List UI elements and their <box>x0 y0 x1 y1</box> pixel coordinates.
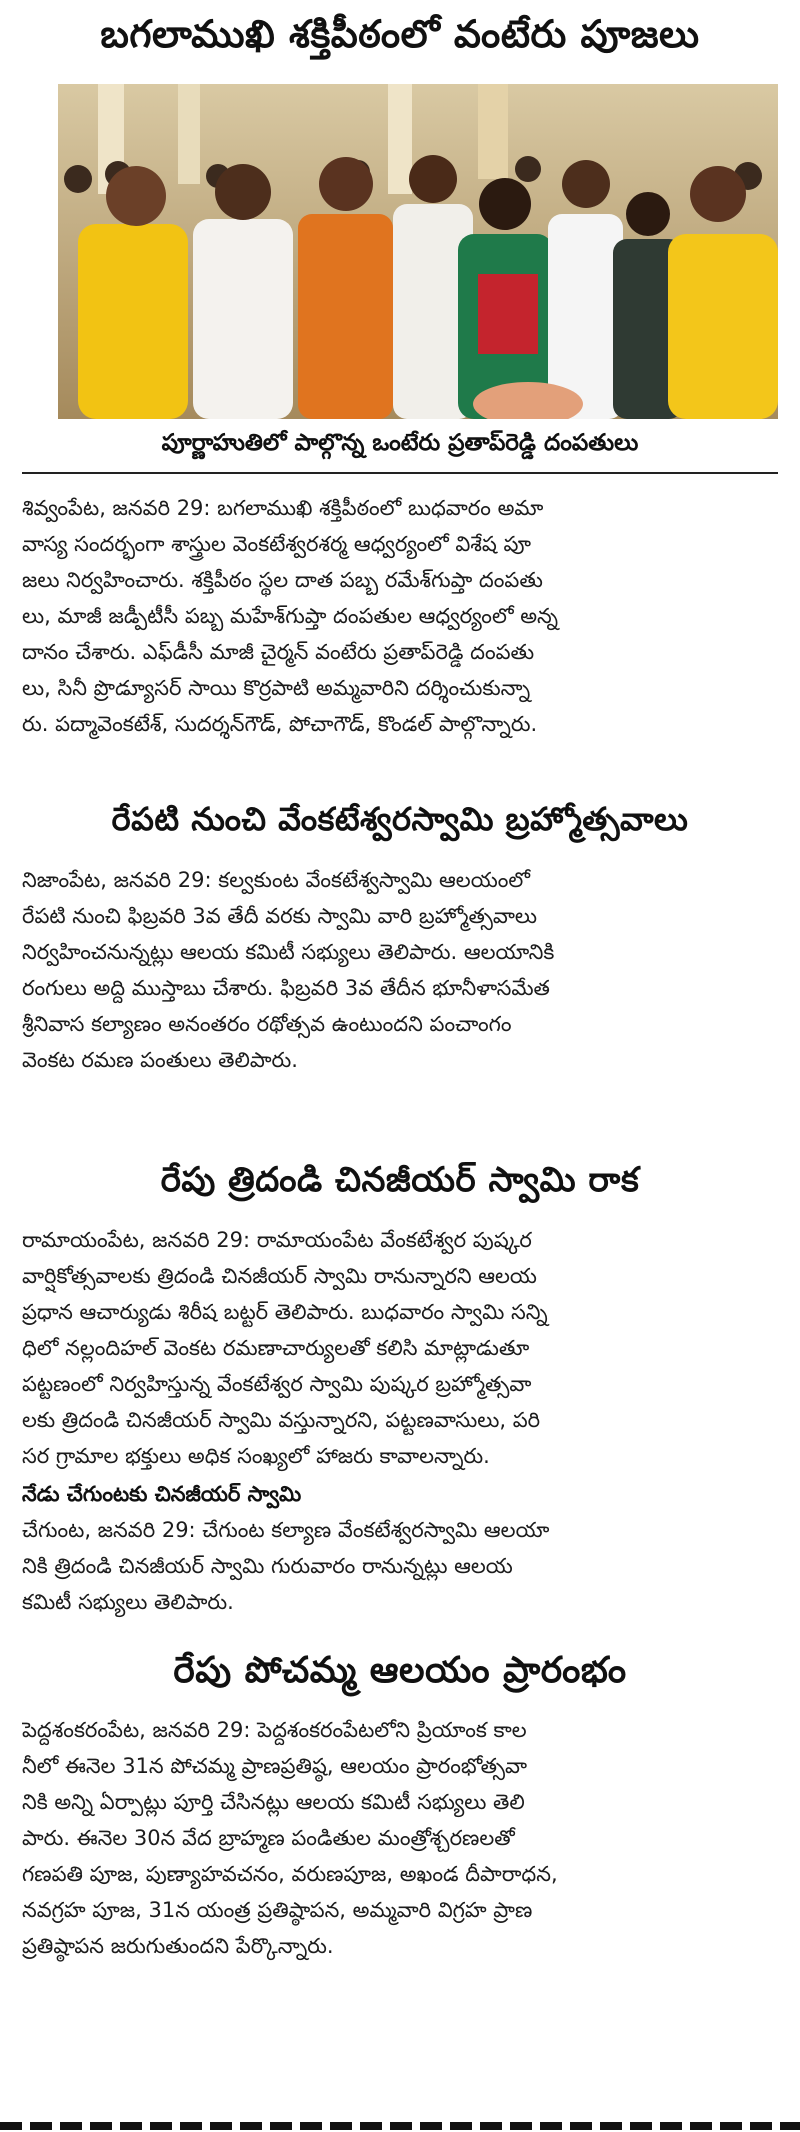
article2-line: నిజాంపేట, జనవరి 29: కల్వకుంట వేంకటేశ్వస్వామి ఆలయంలో <box>22 868 530 892</box>
article4-line: పారు. ఈనెల 30న వేద బ్రాహ్మణ పండితుల మంత్రోశ్చరణలతో <box>22 1826 515 1850</box>
article3-body <box>22 1222 782 1474</box>
article1-headline: బగలాముఖి శక్తిపీఠంలో వంటేరు పూజలు <box>100 12 700 56</box>
article1-line: వాస్య సందర్భంగా శాస్త్రుల వెంకటేశ్వరశర్మ ఆధ్వర్యంలో విశేష పూ <box>22 532 532 556</box>
article1-line: శివ్వంపేట, జనవరి 29: బగలాముఖి శక్తిపీఠంలో బుధవారం అమా <box>22 496 544 520</box>
article4-line: గణపతి పూజ, పుణ్యాహవచనం, వరుణపూజ, అఖండ దీపారాధన, <box>22 1862 558 1886</box>
article2-line: శ్రీనివాస కల్యాణం అనంతరం రథోత్సవ ఉంటుందని పంచాంగం <box>22 1012 512 1036</box>
article3-subheading: నేడు చేగుంటకు చినజీయర్ స్వామి <box>22 1482 302 1506</box>
article1-line: లు, సినీ ప్రొడ్యూసర్ సాయి కొర్రపాటి అమ్మవారిని దర్శించుకున్నా <box>22 676 531 700</box>
article3-line: సర గ్రామాల భక్తులు అధిక సంఖ్యలో హాజరు కావాలన్నారు. <box>22 1444 490 1468</box>
article3-sub-line: చేగుంట, జనవరి 29: చేగుంట కల్యాణ వేంకటేశ్వరస్వామి ఆలయా <box>22 1518 550 1542</box>
article1-line: లు, మాజీ జడ్పీటీసీ పబ్బ మహేశ్‌గుప్తా దంపతుల ఆధ్వర్యంలో అన్న <box>22 604 559 628</box>
article2-line: రేపటి నుంచి ఫిబ్రవరి 3వ తేదీ వరకు స్వామి వారి బ్రహ్మోత్సవాలు <box>22 904 538 928</box>
article1-line: దానం చేశారు. ఎఫ్‌డీసీ మాజీ చైర్మన్ వంటేరు ప్రతాప్‌రెడ్డి దంపతు <box>22 640 535 664</box>
article4-line: నవగ్రహ పూజ, 31న యంత్ర ప్రతిష్ఠాపన, అమ్మవారి విగ్రహ ప్రాణ <box>22 1898 533 1922</box>
article2-line: వెంకట రమణ పంతులు తెలిపారు. <box>22 1048 298 1072</box>
article3-sub-line: కమిటీ సభ్యులు తెలిపారు. <box>22 1590 234 1614</box>
article3-line: పట్టణంలో నిర్వహిస్తున్న వేంకటేశ్వర స్వామి పుష్కర బ్రహ్మోత్సవా <box>22 1372 532 1396</box>
news-photo <box>58 84 778 419</box>
article4-body <box>22 1712 782 1964</box>
cut-off-headline-fragment <box>0 2118 800 2132</box>
article4-line: పెద్దశంకరంపేట, జనవరి 29: పెద్దశంకరంపేటలోని ప్రియాంక కాల <box>22 1718 527 1742</box>
article1-line: జలు నిర్వహించారు. శక్తిపీఠం స్థల దాత పబ్బ రమేశ్‌గుప్తా దంపతు <box>22 568 543 592</box>
article4-line: ప్రతిష్ఠాపన జరుగుతుందని పేర్కొన్నారు. <box>22 1934 334 1958</box>
photo-caption: పూర్ణాహుతిలో పాల్గొన్న ఒంటేరు ప్రతాప్‌రెడ్డి దంపతులు <box>161 430 639 456</box>
article3-line: రామాయంపేట, జనవరి 29: రామాయంపేట వేంకటేశ్వర పుష్కర <box>22 1228 532 1252</box>
article4-line: నీలో ఈనెల 31న పోచమ్మ ప్రాణప్రతిష్ఠ, ఆలయం ప్రారంభోత్సవా <box>22 1754 528 1778</box>
article2-line: నిర్వహించనున్నట్లు ఆలయ కమిటీ సభ్యులు తెలిపారు. ఆలయానికి <box>22 940 555 964</box>
article1-line: రు. పద్మావెంకటేశ్, సుదర్శన్‌గౌడ్, పోచాగౌడ్, కొండల్ పాల్గొన్నారు. <box>22 712 538 736</box>
article2-headline: రేపటి నుంచి వేంకటేశ్వరస్వామి బ్రహ్మోత్సవాలు <box>111 800 689 838</box>
article3-line: ప్రధాన ఆచార్యుడు శిరీష బట్టర్ తెలిపారు. బుధవారం స్వామి సన్ని <box>22 1300 548 1324</box>
article3-sub-body <box>22 1512 782 1620</box>
article3-line: లకు త్రిదండి చినజీయర్ స్వామి వస్తున్నారని, పట్టణవాసులు, పరి <box>22 1408 541 1432</box>
article3-sub-line: నికి త్రిదండి చినజీయర్ స్వామి గురువారం రానున్నట్లు ఆలయ <box>22 1554 513 1578</box>
article2-line: రంగులు అద్ది ముస్తాబు చేశారు. ఫిబ్రవరి 3వ తేదీన భూనీళాసమేత <box>22 976 550 1000</box>
caption-divider <box>22 472 778 474</box>
article1-body <box>22 490 782 742</box>
article3-headline: రేపు త్రిదండి చినజీయర్ స్వామి రాక <box>160 1160 640 1200</box>
article3-line: వార్షికోత్సవాలకు త్రిదండి చినజీయర్ స్వామి రానున్నారని ఆలయ <box>22 1264 537 1288</box>
article2-body <box>22 862 782 1078</box>
article3-line: ధిలో నల్లందిహల్ వెంకట రమణాచార్యులతో కలిసి మాట్లాడుతూ <box>22 1336 530 1360</box>
article4-headline: రేపు పోచమ్మ ఆలయం ప్రారంభం <box>173 1650 627 1691</box>
article4-line: నికి అన్ని ఏర్పాట్లు పూర్తి చేసినట్లు ఆలయ కమిటీ సభ్యులు తెలి <box>22 1790 525 1814</box>
